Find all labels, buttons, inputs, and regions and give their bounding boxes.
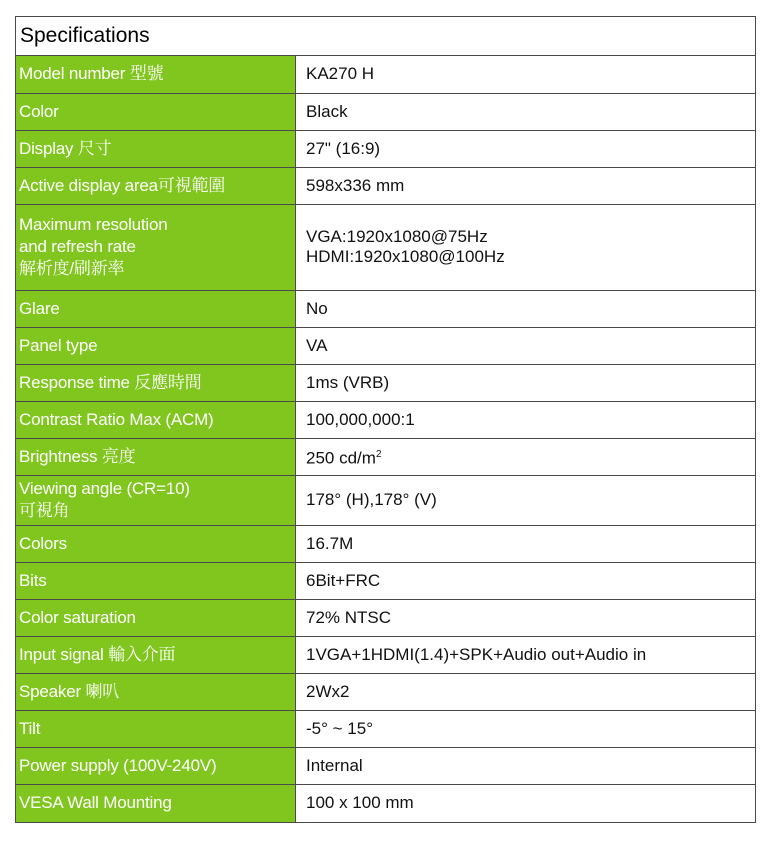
spec-value (296, 438, 756, 475)
spec-row (16, 747, 755, 784)
spec-label: Brightness 亮度 (16, 438, 296, 475)
spec-label: Panel type (16, 327, 296, 364)
spec-row (16, 710, 755, 747)
spec-row (16, 290, 755, 327)
spec-value: 100 x 100 mm (296, 784, 756, 822)
spec-row (16, 673, 755, 710)
spec-value: Internal (296, 747, 756, 784)
spec-row (16, 167, 755, 204)
spec-label: Power supply (100V-240V) (16, 747, 296, 784)
spec-value: 2Wx2 (296, 673, 756, 710)
spec-label: Active display area可視範圍 (16, 167, 296, 204)
spec-sheet (15, 16, 756, 823)
spec-value-superscript: 2 (375, 448, 382, 460)
spec-row (16, 438, 755, 475)
spec-table (16, 56, 755, 822)
spec-value: 1ms (VRB) (296, 364, 756, 401)
spec-value: 598x336 mm (296, 167, 756, 204)
spec-title: Specifications (16, 17, 755, 56)
spec-value: VA (296, 327, 756, 364)
spec-label: Input signal 輸入介面 (16, 636, 296, 673)
spec-value: -5° ~ 15° (296, 710, 756, 747)
spec-value: Black (296, 93, 756, 130)
spec-label: Bits (16, 562, 296, 599)
spec-label: Color (16, 93, 296, 130)
spec-row (16, 636, 755, 673)
spec-value: 72% NTSC (296, 599, 756, 636)
spec-value: 16.7M (296, 525, 756, 562)
spec-label: Display 尺寸 (16, 130, 296, 167)
spec-value: VGA:1920x1080@75Hz HDMI:1920x1080@100Hz (296, 204, 756, 290)
spec-row (16, 56, 755, 93)
spec-value: 27" (16:9) (296, 130, 756, 167)
spec-value: 6Bit+FRC (296, 562, 756, 599)
spec-label: VESA Wall Mounting (16, 784, 296, 822)
spec-row (16, 327, 755, 364)
spec-label: Maximum resolution and refresh rate 解析度/刷新率 (16, 204, 296, 290)
spec-label: Tilt (16, 710, 296, 747)
spec-row (16, 130, 755, 167)
spec-value: KA270 H (306, 64, 375, 84)
spec-value: 178° (H),178° (V) (296, 475, 756, 525)
spec-row (16, 475, 755, 525)
spec-row (16, 562, 755, 599)
spec-row (16, 93, 755, 130)
spec-label: Color saturation (16, 599, 296, 636)
spec-label: Response time 反應時間 (16, 364, 296, 401)
spec-label: Contrast Ratio Max (ACM) (16, 401, 296, 438)
spec-row (16, 525, 755, 562)
spec-row (16, 204, 755, 290)
spec-label: Glare (16, 290, 296, 327)
spec-value-text: 250 cd/m (306, 448, 376, 468)
spec-value: No (296, 290, 756, 327)
spec-row (16, 401, 755, 438)
spec-row (16, 599, 755, 636)
spec-row (16, 784, 755, 822)
spec-row (16, 364, 755, 401)
spec-label: Viewing angle (CR=10) 可視角 (16, 475, 296, 525)
spec-value: 1VGA+1HDMI(1.4)+SPK+Audio out+Audio in (296, 636, 756, 673)
spec-value: 100,000,000:1 (296, 401, 756, 438)
spec-label: Speaker 喇叭 (16, 673, 296, 710)
spec-label: Colors (16, 525, 296, 562)
spec-label: Model number 型號 (16, 56, 296, 93)
